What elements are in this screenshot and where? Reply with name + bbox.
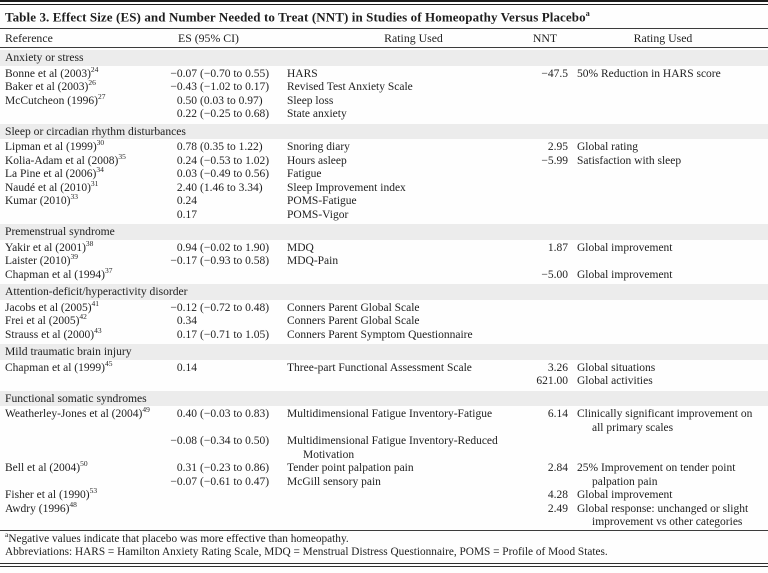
- rating-used-cell: POMS-Fatigue: [287, 195, 357, 208]
- header-rating-used: Rating Used: [384, 31, 443, 46]
- nnt-rating-used-cell: Global activities: [577, 375, 653, 388]
- es-ci-cell: (−0.61 to 0.47): [200, 475, 270, 488]
- rating-used-cell: [287, 269, 520, 283]
- table-row: [0, 179, 768, 196]
- table-row: [0, 500, 768, 517]
- es-ci-cell: (−0.72 to 0.48): [200, 301, 270, 314]
- header-reference: Reference: [5, 31, 53, 46]
- nnt-cell: 4.28: [547, 489, 568, 502]
- es-value-cell: [165, 489, 197, 503]
- nnt-rating-used-cell: [568, 315, 768, 329]
- citation-superscript: 50: [80, 459, 88, 469]
- table-row: [0, 449, 768, 463]
- citation-superscript: 31: [90, 179, 99, 188]
- citation-superscript: 42: [79, 312, 87, 322]
- nnt-cell: [520, 195, 568, 209]
- citation-superscript: 39: [70, 252, 78, 262]
- footnote-abbreviations: [5, 546, 768, 559]
- nnt-cell: [520, 168, 568, 182]
- table-row: [0, 192, 768, 209]
- reference-cell: Jacobs et al (2005)$^{41}$: [5, 299, 100, 314]
- es-value-cell: 0.31: [176, 462, 197, 475]
- nnt-cell: [520, 182, 568, 196]
- nnt-cell: [520, 95, 568, 109]
- es-ci-cell: (−0.34 to 0.50): [200, 435, 270, 448]
- es-ci-cell: (−0.49 to 0.56): [200, 168, 270, 181]
- reference-cell: Bonne et al (2003)$^{24}$: [5, 65, 99, 80]
- section-band: Premenstrual syndrome: [0, 224, 768, 240]
- es-ci-cell: (−0.71 to 1.05): [200, 328, 270, 341]
- reference-cell: Kolia-Adam et al (2008)$^{35}$: [5, 152, 126, 167]
- es-ci-cell: [197, 269, 287, 283]
- reference-cell: Frei et al (2005)$^{42}$: [5, 312, 87, 328]
- reference-cell: [5, 209, 165, 223]
- rating-used-cell: Conners Parent Global Scale: [287, 315, 420, 328]
- es-ci-cell: (0.35 to 1.22): [200, 141, 263, 154]
- rating-used-cell: [287, 375, 520, 389]
- es-ci-cell: [197, 195, 287, 209]
- nnt-rating-used-cell: Clinically significant improvement on: [577, 408, 753, 421]
- rating-used-cell: Motivation: [303, 448, 355, 461]
- nnt-cell: [520, 209, 568, 223]
- es-value-cell: 0.24: [176, 195, 197, 208]
- reference-cell: Bell et al (2004)$^{50}$: [5, 459, 88, 475]
- es-value-cell: [165, 516, 197, 530]
- reference-cell: Weatherley-Jones et al (2004)$^{49}$: [5, 405, 150, 421]
- nnt-rating-used-cell: Global improvement: [577, 268, 673, 281]
- citation-superscript: 38: [85, 239, 94, 248]
- nnt-rating-used-cell: [568, 168, 768, 182]
- nnt-rating-used-cell: 50% Reduction in HARS score: [577, 67, 721, 80]
- nnt-rating-used-cell: Satisfaction with sleep: [577, 154, 682, 167]
- es-value-cell: 0.17: [176, 208, 197, 221]
- nnt-cell: 6.14: [547, 408, 568, 421]
- rating-used-cell: Multidimensional Fatigue Inventory-Fatigue: [287, 408, 493, 421]
- citation-superscript: 24: [90, 65, 99, 74]
- es-ci-cell: (1.46 to 3.34): [200, 181, 263, 194]
- citation-superscript: 26: [88, 78, 96, 88]
- citation-superscript: 37: [104, 266, 113, 275]
- rating-used-cell: Tender point palpation pain: [287, 462, 414, 475]
- es-value-cell: −0.07: [170, 67, 197, 80]
- header-rule: [0, 47, 768, 48]
- citation-superscript: 48: [69, 500, 77, 509]
- es-value-cell: 0.24: [176, 154, 197, 167]
- column-header-row: [0, 29, 768, 47]
- table-title-superscript: a: [585, 9, 590, 18]
- es-value-cell: −0.08: [170, 435, 197, 448]
- table-row: [0, 78, 768, 95]
- nnt-cell: [520, 302, 568, 316]
- table-row: [0, 476, 768, 490]
- rating-used-cell: MDQ-Pain: [287, 255, 339, 268]
- reference-cell: Fisher et al (1990)$^{53}$: [5, 486, 98, 502]
- rating-used-cell: Multidimensional Fatigue Inventory-Reduced: [287, 435, 498, 448]
- header-nnt: NNT: [532, 31, 558, 46]
- nnt-rating-used-cell: [568, 108, 768, 122]
- table-title: [0, 5, 768, 28]
- rating-used-cell: State anxiety: [287, 108, 347, 121]
- es-ci-cell: [197, 449, 287, 463]
- nnt-rating-used-cell: [568, 95, 768, 109]
- table-row: [0, 299, 768, 316]
- es-value-cell: 0.22: [176, 108, 197, 121]
- table-row: [0, 459, 768, 476]
- bottom-double-rule: [0, 563, 768, 567]
- es-ci-cell: (−0.53 to 1.02): [200, 154, 270, 167]
- es-value-cell: −0.07: [170, 475, 197, 488]
- rating-used-cell: Revised Test Anxiety Scale: [287, 81, 413, 94]
- reference-cell: La Pine et al (2006)$^{34}$: [5, 165, 104, 181]
- table-row: [0, 239, 768, 256]
- table-row: [0, 375, 768, 389]
- es-value-cell: 2.40: [176, 181, 197, 194]
- reference-cell: [5, 422, 165, 436]
- citation-superscript: 35: [118, 152, 126, 161]
- footnote-a-text: Negative values indicate that placebo was more effective than homeopathy.: [8, 532, 349, 545]
- nnt-rating-used-cell: [568, 449, 768, 463]
- rating-used-cell: Conners Parent Global Scale: [287, 301, 420, 314]
- section-band: Mild traumatic brain injury: [0, 344, 768, 360]
- nnt-cell: [520, 329, 568, 343]
- reference-cell: [5, 108, 165, 122]
- table-row: [0, 108, 768, 122]
- header-rating-used-2: Rating Used: [633, 31, 693, 46]
- es-value-cell: −0.43: [170, 81, 197, 94]
- es-value-cell: 0.94: [176, 241, 197, 254]
- es-ci-cell: [197, 362, 287, 376]
- nnt-rating-used-cell: [568, 195, 768, 209]
- reference-cell: [5, 435, 165, 449]
- es-value-cell: −0.12: [170, 301, 197, 314]
- es-value-cell: 0.40: [176, 408, 197, 421]
- section-band: Attention-deficit/hyperactivity disorder: [0, 284, 768, 300]
- nnt-cell: −5.00: [541, 268, 568, 281]
- section-band: Functional somatic syndromes: [0, 391, 768, 407]
- footnote-abbreviations-text: Abbreviations: HARS = Hamilton Anxiety Rating Scale, MDQ = Menstrual Distress Questionnaire, POMS = Profile of Mood States.: [5, 546, 608, 559]
- nnt-rating-used-cell: improvement vs other categories: [592, 516, 743, 529]
- nnt-rating-used-cell: Global improvement: [577, 241, 673, 254]
- es-value-cell: −0.17: [170, 255, 197, 268]
- table-row: [0, 435, 768, 449]
- table-title-text: Table 3. Effect Size (ES) and Number Needed to Treat (NNT) in Studies of Homeopathy Versus Placebo: [5, 9, 586, 25]
- es-ci-cell: [197, 375, 287, 389]
- rating-used-cell: [287, 422, 520, 436]
- section-band: Anxiety or stress: [0, 50, 768, 66]
- rating-used-cell: Sleep Improvement index: [287, 181, 406, 194]
- table-row: [0, 252, 768, 269]
- footnote-a-superscript: a: [5, 530, 9, 540]
- reference-cell: Naudé et al (2010)$^{31}$: [5, 179, 99, 194]
- table-row: [0, 516, 768, 530]
- nnt-cell: [520, 315, 568, 329]
- nnt-cell: [520, 422, 568, 436]
- nnt-rating-used-cell: Global response: unchanged or slight: [577, 502, 749, 515]
- nnt-cell: 3.26: [547, 361, 568, 374]
- table-row: [0, 209, 768, 223]
- citation-superscript: 49: [142, 405, 150, 415]
- es-value-cell: 0.50: [176, 94, 197, 107]
- rating-used-cell: [287, 489, 520, 503]
- es-ci-cell: [197, 422, 287, 436]
- citation-superscript: 27: [97, 92, 106, 101]
- nnt-rating-used-cell: [568, 255, 768, 269]
- reference-cell: [5, 476, 165, 490]
- rating-used-cell: Snoring diary: [287, 141, 350, 154]
- table-row: [0, 266, 768, 283]
- header-es-ci: ES (95% CI): [178, 31, 239, 46]
- es-value-cell: 0.14: [176, 361, 197, 374]
- nnt-rating-used-cell: 25% Improvement on tender point: [577, 462, 736, 475]
- es-value-cell: 0.34: [176, 315, 197, 328]
- table-body: [0, 50, 768, 530]
- footnote-a: [5, 530, 768, 546]
- table-row: [0, 165, 768, 182]
- citation-superscript: 30: [96, 138, 105, 148]
- table-row: [0, 138, 768, 155]
- reference-cell: Chapman et al (1994)$^{37}$: [5, 266, 113, 281]
- citation-superscript: 53: [89, 486, 98, 496]
- nnt-cell: [520, 435, 568, 449]
- reference-cell: Strauss et al (2000)$^{43}$: [5, 326, 102, 341]
- es-ci-cell: [197, 209, 287, 223]
- es-ci-cell: [197, 503, 287, 517]
- rating-used-cell: HARS: [287, 67, 318, 80]
- es-value-cell: 0.03: [176, 168, 197, 181]
- reference-cell: McCutcheon (1996)$^{27}$: [5, 92, 106, 107]
- nnt-cell: [520, 81, 568, 95]
- nnt-cell: −47.5: [541, 67, 568, 80]
- rating-used-cell: McGill sensory pain: [287, 475, 381, 488]
- reference-cell: Kumar (2010)$^{33}$: [5, 192, 78, 208]
- table-row: [0, 486, 768, 503]
- reference-cell: Baker et al (2003)$^{26}$: [5, 78, 96, 94]
- es-ci-cell: (−0.25 to 0.68): [200, 108, 270, 121]
- es-ci-cell: (−0.03 to 0.83): [200, 408, 270, 421]
- nnt-rating-used-cell: palpation pain: [592, 475, 658, 488]
- nnt-rating-used-cell: [568, 182, 768, 196]
- nnt-cell: 2.84: [547, 462, 568, 475]
- es-ci-cell: [197, 516, 287, 530]
- nnt-cell: [520, 108, 568, 122]
- table-row: [0, 152, 768, 169]
- table-row: [0, 92, 768, 109]
- rating-used-cell: [287, 516, 520, 530]
- nnt-cell: [520, 449, 568, 463]
- nnt-rating-used-cell: [568, 302, 768, 316]
- table-row: [0, 422, 768, 436]
- citation-superscript: 33: [70, 192, 78, 202]
- citation-superscript: 41: [91, 299, 100, 308]
- es-ci-cell: (−0.02 to 1.90): [200, 241, 270, 254]
- nnt-rating-used-cell: Global situations: [577, 361, 656, 374]
- nnt-rating-used-cell: [568, 435, 768, 449]
- table-row: [0, 65, 768, 82]
- nnt-rating-used-cell: [568, 329, 768, 343]
- rating-used-cell: Hours asleep: [287, 154, 347, 167]
- reference-cell: [5, 516, 165, 530]
- es-ci-cell: (−0.23 to 0.86): [200, 462, 270, 475]
- citation-superscript: 34: [96, 165, 104, 175]
- reference-cell: Yakir et al (2001)$^{38}$: [5, 239, 94, 254]
- reference-cell: Lipman et al (1999)$^{30}$: [5, 138, 105, 154]
- rating-used-cell: Fatigue: [287, 168, 322, 181]
- table-row: [0, 359, 768, 376]
- nnt-cell: [520, 516, 568, 530]
- reference-cell: Laister (2010)$^{39}$: [5, 252, 78, 268]
- es-ci-cell: [197, 489, 287, 503]
- es-value-cell: [165, 375, 197, 389]
- rating-used-cell: Sleep loss: [287, 94, 334, 107]
- nnt-rating-used-cell: [568, 209, 768, 223]
- es-value-cell: [165, 503, 197, 517]
- reference-cell: Awdry (1996)$^{48}$: [5, 500, 77, 515]
- reference-cell: Chapman et al (1999)$^{45}$: [5, 359, 113, 374]
- es-ci-cell: (0.03 to 0.97): [200, 94, 263, 107]
- nnt-rating-used-cell: all primary scales: [592, 421, 674, 434]
- citation-superscript: 45: [104, 359, 113, 368]
- table-row: [0, 326, 768, 343]
- es-value-cell: [165, 422, 197, 436]
- rating-used-cell: Conners Parent Symptom Questionnaire: [287, 328, 473, 341]
- rating-used-cell: POMS-Vigor: [287, 208, 349, 221]
- rating-used-cell: [287, 503, 520, 517]
- es-value-cell: [165, 449, 197, 463]
- es-ci-cell: (−0.70 to 0.55): [200, 67, 270, 80]
- nnt-cell: −5.99: [541, 154, 568, 167]
- table-row: [0, 312, 768, 329]
- es-value-cell: 0.78: [176, 141, 197, 154]
- es-ci-cell: (−0.93 to 0.58): [200, 255, 270, 268]
- es-value-cell: [165, 269, 197, 283]
- nnt-cell: [520, 476, 568, 490]
- es-ci-cell: [197, 315, 287, 329]
- table-row: [0, 405, 768, 422]
- footnotes: [0, 531, 768, 562]
- nnt-rating-used-cell: [568, 81, 768, 95]
- es-ci-cell: (−1.02 to 0.17): [200, 81, 270, 94]
- nnt-rating-used-cell: Global rating: [577, 141, 638, 154]
- citation-superscript: 43: [94, 326, 102, 335]
- nnt-cell: 1.87: [547, 241, 568, 254]
- rating-used-cell: Three-part Functional Assessment Scale: [287, 361, 472, 374]
- reference-cell: [5, 375, 165, 389]
- nnt-rating-used-cell: Global improvement: [577, 489, 673, 502]
- nnt-cell: 2.49: [547, 502, 568, 515]
- es-value-cell: 0.17: [176, 328, 197, 341]
- nnt-cell: 2.95: [547, 141, 568, 154]
- rating-used-cell: MDQ: [287, 241, 314, 254]
- nnt-cell: [520, 255, 568, 269]
- section-band: Sleep or circadian rhythm disturbances: [0, 124, 768, 140]
- nnt-cell: 621.00: [536, 375, 568, 388]
